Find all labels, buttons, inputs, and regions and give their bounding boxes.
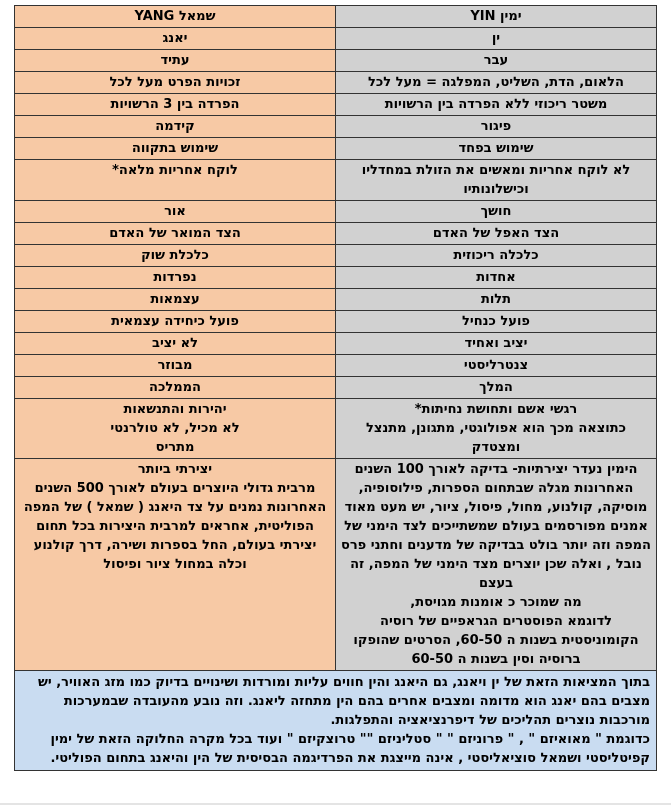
footer-note <box>14 671 657 771</box>
cell-left: הצד המואר של האדם <box>15 223 336 245</box>
table-row <box>15 459 657 671</box>
table-row <box>15 311 657 333</box>
table-row <box>15 245 657 267</box>
header-left: שמאל YANG <box>15 6 336 28</box>
cell-right: פועל כנחיל <box>336 311 657 333</box>
yin-yang-document <box>14 5 657 771</box>
cell-right: כלכלה ריכוזית <box>336 245 657 267</box>
cell-left: זכויות הפרט מעל לכל <box>15 72 336 94</box>
table-row <box>15 223 657 245</box>
page-bottom-divider <box>0 803 671 805</box>
cell-left: פועל כיחידה עצמאית <box>15 311 336 333</box>
cell-left: מבוזר <box>15 355 336 377</box>
table-row <box>15 28 657 50</box>
cell-right: פיגור <box>336 116 657 138</box>
cell-right: הלאום, הדת, השליט, המפלגה = מעל לכל <box>336 72 657 94</box>
cell-left: יאנג <box>15 28 336 50</box>
cell-left: עצמאות <box>15 289 336 311</box>
table-row <box>15 72 657 94</box>
cell-left: נפרדות <box>15 267 336 289</box>
cell-right: המלך <box>336 377 657 399</box>
header-right: ימין YIN <box>336 6 657 28</box>
cell-right: עבר <box>336 50 657 72</box>
cell-right: שימוש בפחד <box>336 138 657 160</box>
comparison-table <box>14 5 657 671</box>
cell-left: לא יציב <box>15 333 336 355</box>
table-row <box>15 267 657 289</box>
cell-left: הפרדה בין 3 הרשויות <box>15 94 336 116</box>
cell-right: משטר ריכוזי ללא הפרדה בין הרשויות <box>336 94 657 116</box>
cell-left: אור <box>15 201 336 223</box>
table-row <box>15 160 657 201</box>
table-row <box>15 94 657 116</box>
cell-left: יצירתי ביותר מרבית גדולי היוצרים בעולם לאורך 500 השנים האחרונות נמנים על צד היאנג ( שמאל ) של המפה הפוליטית, אחראים למרבית היצירות בכל תחום יצירתי בעולם, החל בספרות ושירה, דרך קולנוע וכלה במחול ציור ופיסול <box>15 459 336 671</box>
table-row <box>15 50 657 72</box>
cell-left: יהירות והתנשאות לא מכיל, לא טולרנטי מתריס <box>15 399 336 459</box>
cell-left: קידמה <box>15 116 336 138</box>
table-row <box>15 377 657 399</box>
table-header-row <box>15 6 657 28</box>
table-row <box>15 116 657 138</box>
table-row <box>15 138 657 160</box>
cell-right: חושך <box>336 201 657 223</box>
table-row <box>15 289 657 311</box>
cell-right: צנטרליסטי <box>336 355 657 377</box>
footer-paragraph-2: כדוגמת " מאואיזם " , " פרוניזם " " סטליניזם "" טרוצקיזם " ועוד בכל מקרה החלוקה הזאת של ימין קפיטליסטי ושמאל סוציאליסטי , אינה מייצגת את הפרדיגמה הבסיסית של הין והיאנג בתחום הפוליטי. <box>50 732 650 766</box>
cell-left: כלכלת שוק <box>15 245 336 267</box>
cell-right: תלות <box>336 289 657 311</box>
cell-left: הממלכה <box>15 377 336 399</box>
cell-left: עתיד <box>15 50 336 72</box>
cell-right: רגשי אשם ותחושת נחיתות* כתוצאה מכך הוא אפולוגטי, מתגונן, מתנצל ומצטדק <box>336 399 657 459</box>
cell-right: לא לוקח אחריות ומאשים את הזולת במחדליו וכישלונותיו <box>336 160 657 201</box>
cell-left: שימוש בתקווה <box>15 138 336 160</box>
table-row <box>15 333 657 355</box>
cell-right: ין <box>336 28 657 50</box>
cell-right: הימין נעדר יצירתיות- בדיקה לאורך 100 השנים האחרונות מגלה שבתחום הספרות, פילוסופיה, מוסיקה, קולנוע, מחול, פיסול, ציור, יש מעט מאוד אמנים מפורסמים בעולם שמשתייכים לצד הימני של המפה וזה יותר בולט בבדיקה של מדענים וחתני פרס נובל , ואלה שכן יוצרים מצד הימני של המפה, זה בעצם מה שמוכר כ אומנות מגויסת, לדוגמא הפוסטרים הגראפיים של רוסיה הקומוניסטית בשנות ה 60-50, הסרטים שהופקו ברוסיה וסין בשנות ה 60-50 <box>336 459 657 671</box>
cell-right: הצד האפל של האדם <box>336 223 657 245</box>
footer-paragraph-1: בתוך המציאות הזאת של ין ויאנג, גם היאנג והין חווים עליות ומורדות ושינויים בדיוק כמו מזג האוויר, יש מצבים בהם יאנג הוא מדומה ומצבים אחרים בהם הין מתחזה ליאנג. וזה נובע מהעובדה שבמערכות מורכבות נוצרים תהליכים של דיפרנציאציה והתפלגות. <box>38 675 650 728</box>
table-row <box>15 355 657 377</box>
cell-right: יציב ואחיד <box>336 333 657 355</box>
cell-left: לוקח אחריות מלאה* <box>15 160 336 201</box>
table-row <box>15 399 657 459</box>
table-row <box>15 201 657 223</box>
cell-right: אחדות <box>336 267 657 289</box>
